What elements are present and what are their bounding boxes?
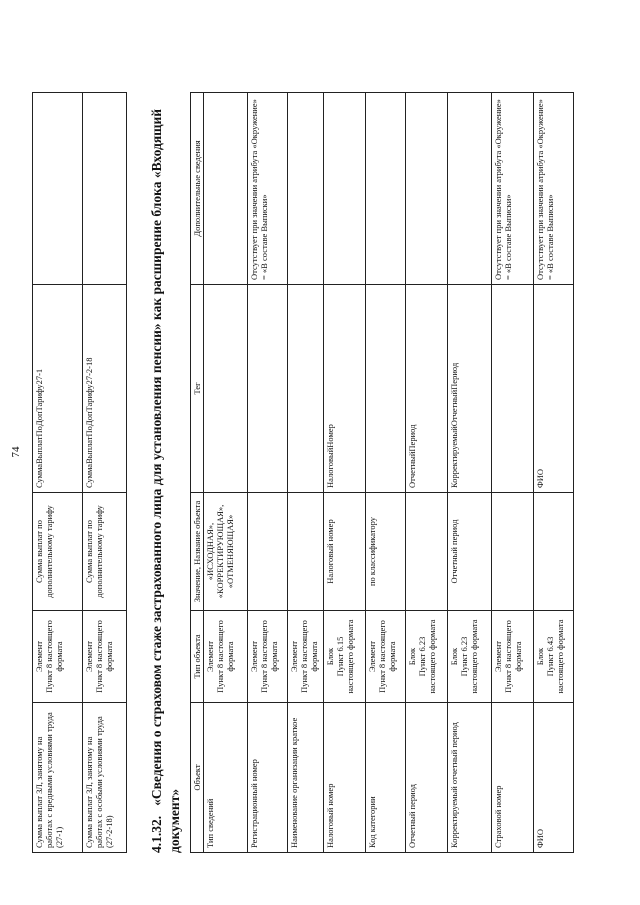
value-cell: по классификатору — [366, 493, 406, 611]
extra-cell — [366, 93, 406, 285]
object-cell: Налоговый номер — [324, 703, 366, 853]
extra-cell: Отсутствует при значении атрибута «Окружение» = «В составе Выписки» — [492, 93, 534, 285]
object-cell: Наименование организации краткое — [288, 703, 324, 853]
type-cell: Элемент Пункт 8 настоящего формата — [248, 611, 288, 703]
value-cell — [492, 493, 534, 611]
value-cell — [534, 493, 574, 611]
value-cell — [248, 493, 288, 611]
extra-cell — [288, 93, 324, 285]
object-cell: Тип сведений — [204, 703, 248, 853]
extra-cell — [204, 93, 248, 285]
value-cell — [406, 493, 448, 611]
object-cell: Регистрационный номер — [248, 703, 288, 853]
value-cell: «ИСХОДНАЯ», «КОРРЕКТИРУЮЩАЯ», «ОТМЕНЯЮЩАЯ» — [204, 493, 248, 611]
tag-cell: СуммаВыплатПоДопТарифу27-2-18 — [83, 285, 127, 493]
table-row — [204, 93, 248, 853]
column-header: Дополнительные сведения — [191, 93, 204, 285]
type-cell: Блок Пункт 6.43 настоящего формата — [534, 611, 574, 703]
type-cell: Блок Пункт 6.15 настоящего формата — [324, 611, 366, 703]
section-number: 4.1.32. — [149, 815, 164, 853]
type-cell: Элемент Пункт 8 настоящего формата — [204, 611, 248, 703]
column-header: Значение, Название объекта — [191, 493, 204, 611]
table-row — [492, 93, 534, 853]
page-number: 74 — [10, 446, 22, 458]
tag-cell: ОтчетныйПериод — [406, 285, 448, 493]
object-cell: Код категории — [366, 703, 406, 853]
section-title: «Сведения о страховом стаже застрахованного лица для установления пенсии» как расширение блока «Входящий документ» — [149, 108, 183, 853]
extra-cell: Отсутствует при значении атрибута «Окружение» = «В составе Выписки» — [248, 93, 288, 285]
tag-cell — [204, 285, 248, 493]
type-cell: Элемент Пункт 8 настоящего формата — [492, 611, 534, 703]
tag-cell: ФИО — [534, 285, 574, 493]
column-header: Объект — [191, 703, 204, 853]
header-row — [191, 93, 204, 853]
table-row — [366, 93, 406, 853]
extra-cell — [448, 93, 492, 285]
table-row — [448, 93, 492, 853]
section-heading — [148, 93, 184, 853]
object-cell: ФИО — [534, 703, 574, 853]
tag-cell — [366, 285, 406, 493]
tag-cell: НалоговыйНомер — [324, 285, 366, 493]
type-cell: Элемент Пункт 8 настоящего формата — [288, 611, 324, 703]
object-cell: Корректируемый отчетный период — [448, 703, 492, 853]
table-row — [406, 93, 448, 853]
tag-cell — [248, 285, 288, 493]
column-header: Тип объекта — [191, 611, 204, 703]
table-row — [288, 93, 324, 853]
tag-cell — [288, 285, 324, 493]
table-row — [324, 93, 366, 853]
column-header: Тег — [191, 285, 204, 493]
tag-cell — [492, 285, 534, 493]
extra-cell — [33, 93, 83, 285]
tag-cell: КорректируемыйОтчетныйПериод — [448, 285, 492, 493]
object-cell: Отчетный период — [406, 703, 448, 853]
object-cell: Страховой номер — [492, 703, 534, 853]
table-row — [248, 93, 288, 853]
value-cell: Сумма выплат по дополнительному тарифу — [33, 493, 83, 611]
value-cell: Отчетный период — [448, 493, 492, 611]
table-row — [83, 93, 127, 853]
extra-cell — [324, 93, 366, 285]
extra-cell — [406, 93, 448, 285]
object-cell: Сумма выплат ЗЛ, занятому на работах с особыми условиями труда (27-2-18) — [83, 703, 127, 853]
type-cell: Элемент Пункт 8 настоящего формата — [83, 611, 127, 703]
table-row — [33, 93, 83, 853]
extra-cell: Отсутствует при значении атрибута «Окружение» = «В составе Выписки» — [534, 93, 574, 285]
extra-cell — [83, 93, 127, 285]
value-cell: Сумма выплат по дополнительному тарифу — [83, 493, 127, 611]
value-cell — [288, 493, 324, 611]
type-cell: Элемент Пункт 8 настоящего формата — [366, 611, 406, 703]
tag-cell: СуммаВыплатПоДопТарифу27-1 — [33, 285, 83, 493]
table-row — [534, 93, 574, 853]
top-table — [32, 92, 127, 853]
object-cell: Сумма выплат ЗЛ, занятому на работах с вредными условиями труда (27-1) — [33, 703, 83, 853]
main-table — [190, 92, 574, 853]
type-cell: Блок Пункт 6.23 настоящего формата — [448, 611, 492, 703]
value-cell: Налоговый номер — [324, 493, 366, 611]
type-cell: Блок Пункт 6.23 настоящего формата — [406, 611, 448, 703]
type-cell: Элемент Пункт 8 настоящего формата — [33, 611, 83, 703]
